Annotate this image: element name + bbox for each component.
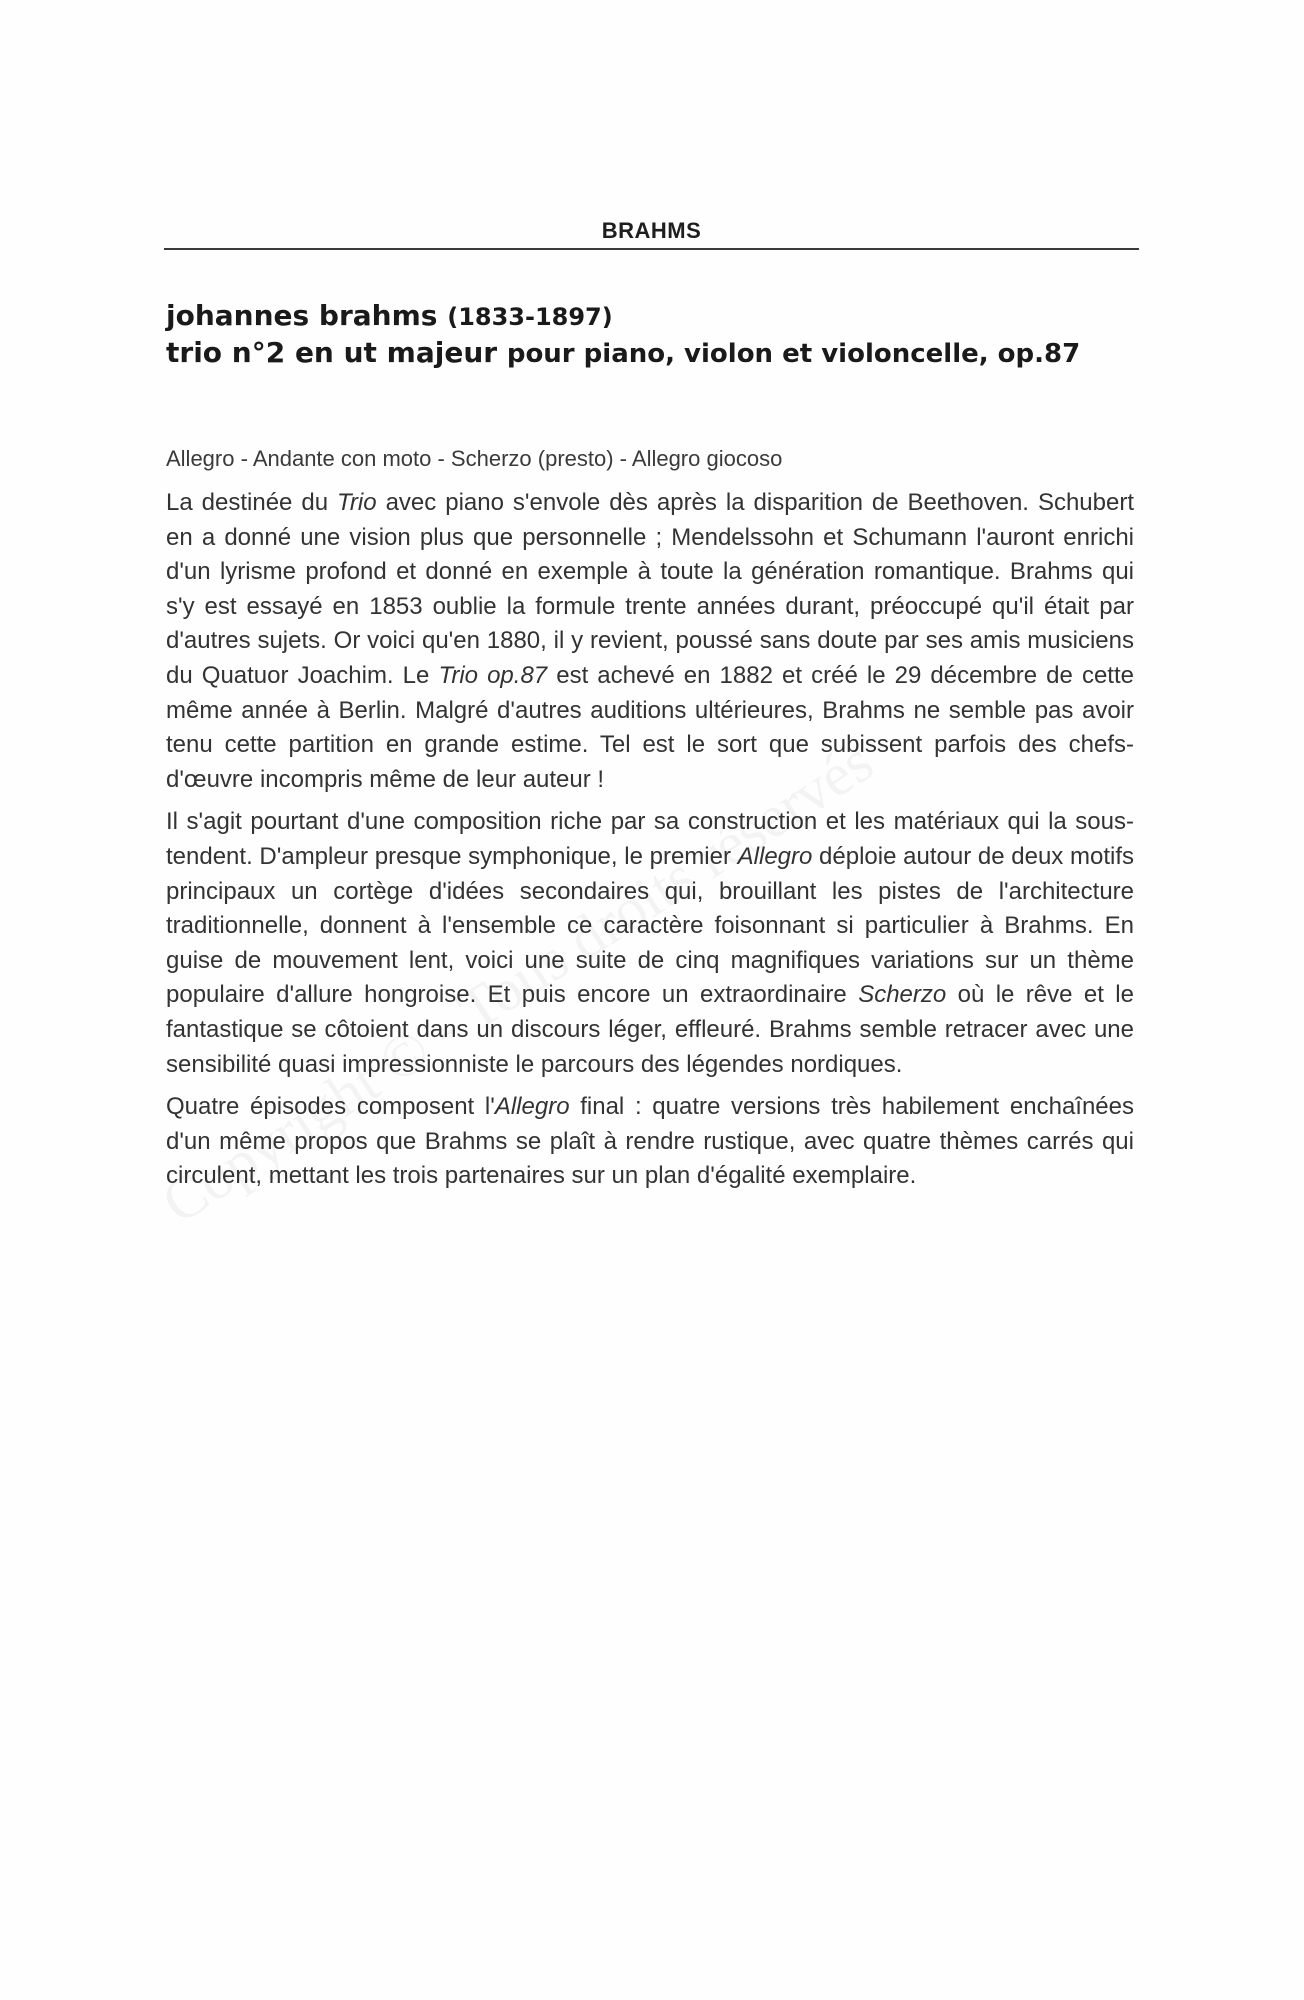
italic-segment: Allegro xyxy=(494,1093,570,1121)
page-header xyxy=(164,216,1139,250)
work-title-main: trio n°2 en ut majeur xyxy=(166,336,498,369)
text-segment: Quatre épisodes composent l' xyxy=(166,1093,495,1121)
paragraph-3 xyxy=(166,1090,1134,1194)
text-segment: La destinée du xyxy=(166,489,338,516)
work-title xyxy=(166,298,1146,372)
italic-segment: Trio op.87 xyxy=(438,661,548,689)
text-segment: où le rêve et le fantastique se côtoient dans un discours léger, effleuré. Brahms semble retracer avec une sensibilité quasi impressionniste le parcours des légendes nordiques. xyxy=(166,981,1134,1078)
composer-name: johannes brahms xyxy=(166,299,438,332)
text-segment: avec piano s'envole dès après la disparition de Beethoven. Schubert en a donné une vision plus que personnelle ; Mendelssohn et Schumann l'auront enrichi d'un lyrisme profond et donné en exemple à toute la génération romantique. Brahms qui s'y est essayé en 1853 oublie la formule trente années durant, préoccupé qu'il était par d'autres sujets. Or voici qu'en 1880, il y revient, poussé sans doute par ses amis musiciens du Quatuor Joachim. Le xyxy=(166,489,1135,689)
text-segment: final : quatre versions très habilement enchaînées d'un même propos que Brahms se plaît à rendre rustique, avec quatre thèmes carrés qui circulent, mettant les trois partenaires sur un plan d'égalité exemplaire. xyxy=(166,1093,1134,1190)
body-text xyxy=(166,486,1134,1202)
header-title: BRAHMS xyxy=(601,218,702,243)
work-title-rest: pour piano, violon et violoncelle, op.87 xyxy=(506,339,1081,369)
paragraph-2 xyxy=(166,805,1134,1082)
movements-list: Allegro - Andante con moto - Scherzo (presto) - Allegro giocoso xyxy=(166,446,783,471)
paragraph-1 xyxy=(166,486,1134,797)
text-segment: Il s'agit pourtant d'une composition riche par sa construction et les matériaux qui la sous-tendent. D'ampleur presque symphonique, le premier xyxy=(166,808,1134,870)
text-segment: est achevé en 1882 et créé le 29 décembre de cette même année à Berlin. Malgré d'autres auditions ultérieures, Brahms ne semble pas avoir tenu cette partition en grande estime. Tel est le sort que subissent parfois des chefs-d'œuvre incompris même de leur auteur ! xyxy=(166,661,1134,793)
italic-segment: Scherzo xyxy=(858,981,947,1009)
text-segment: déploie autour de deux motifs principaux un cortège d'idées secondaires qui, brouillant les pistes de l'architecture traditionnelle, donnent à l'ensemble ce caractère foisonnant si particulier à Brahms. En guise de mouvement lent, voici une suite de cinq magnifiques variations sur un thème populaire d'allure hongroise. Et puis encore un extraordinaire xyxy=(166,842,1134,1009)
italic-segment: Trio xyxy=(337,489,377,516)
italic-segment: Allegro xyxy=(737,842,813,870)
composer-dates: (1833-1897) xyxy=(447,303,613,331)
